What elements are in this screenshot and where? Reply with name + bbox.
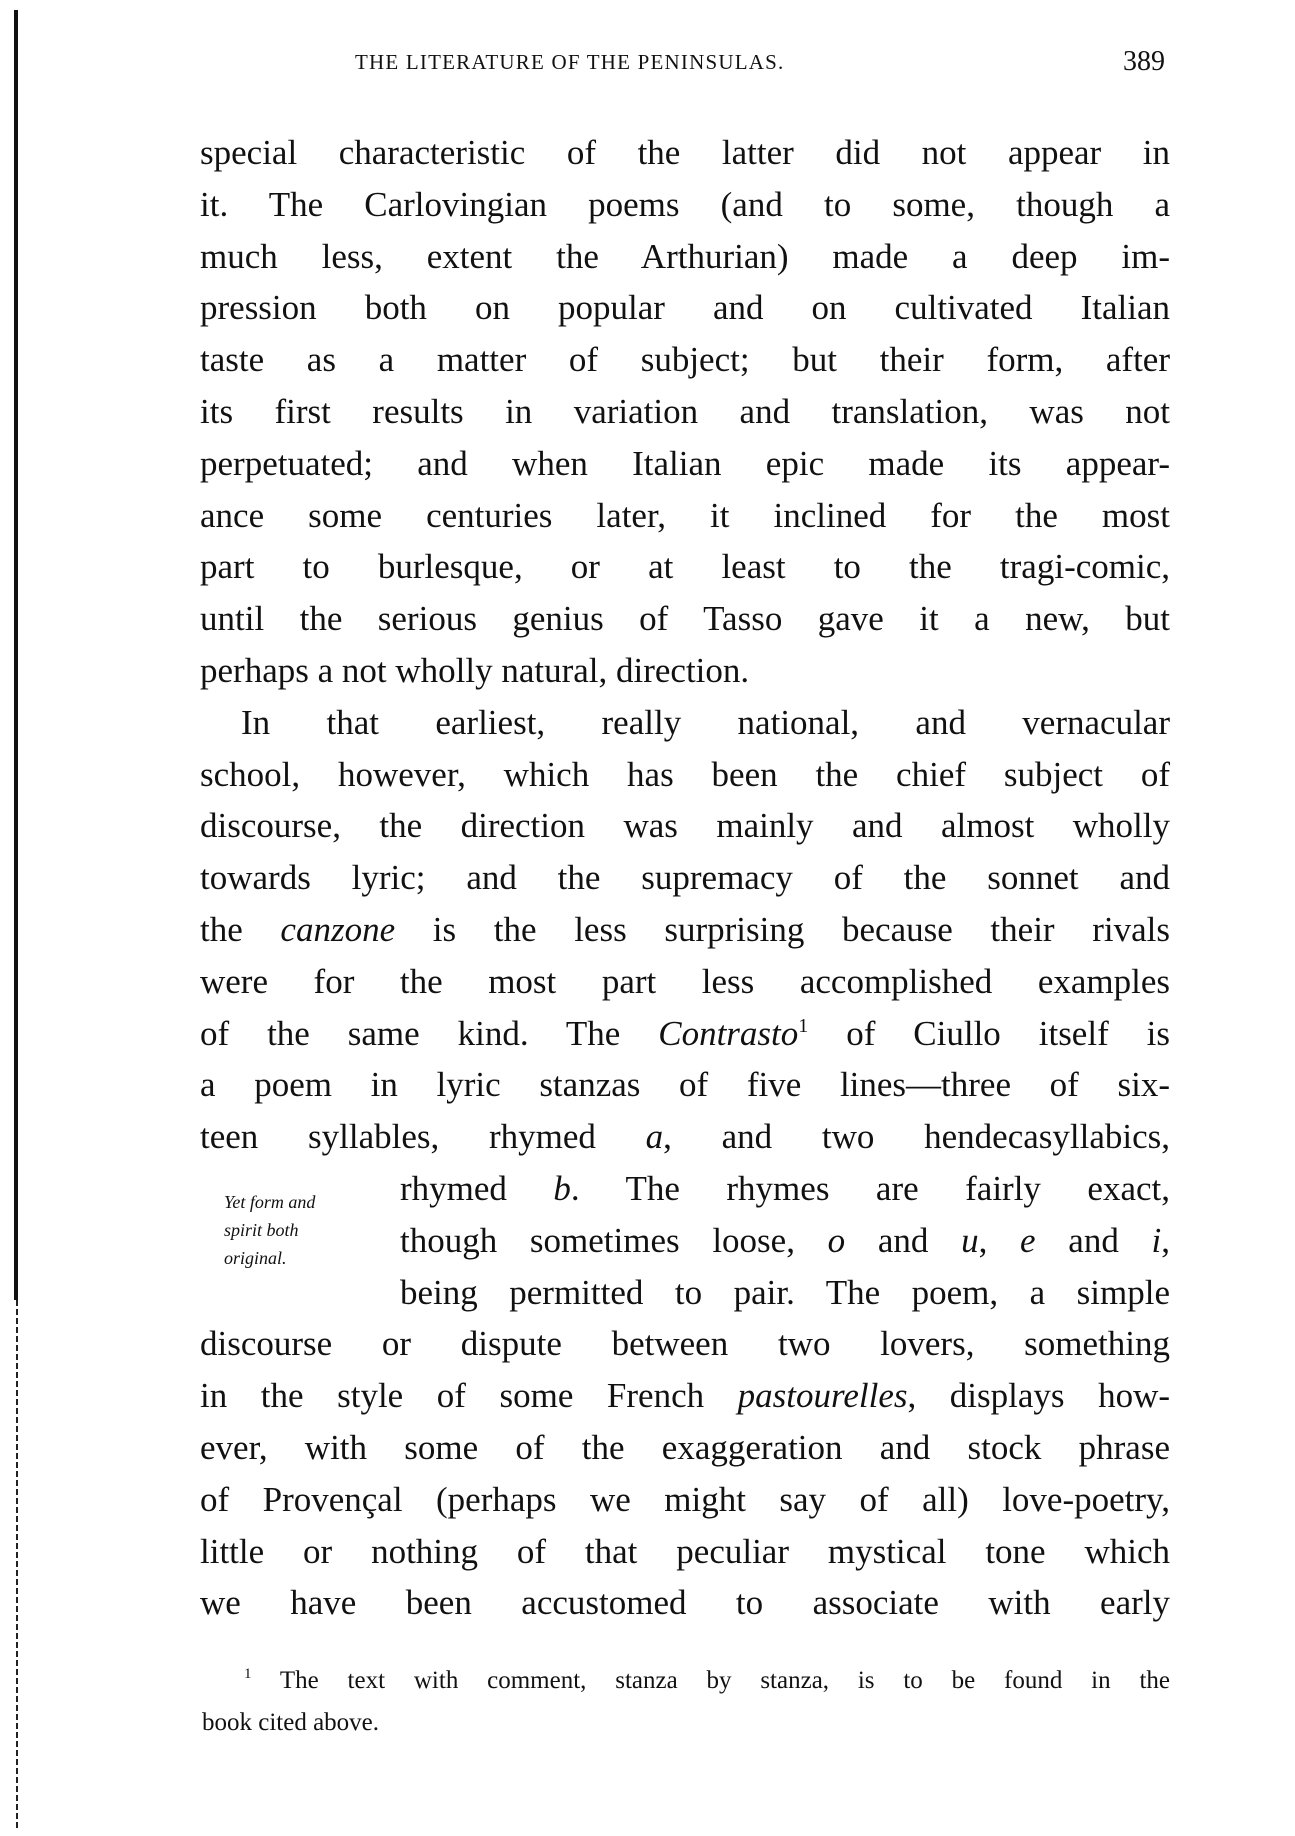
text-line: until the serious genius of Tasso gave it a new, but — [200, 599, 1170, 639]
text-run: teen syllables, rhymed — [200, 1117, 646, 1157]
italic-term: Contrasto — [658, 1013, 799, 1053]
footnote-reference[interactable]: 1 — [798, 1014, 809, 1037]
text-run: of Ciullo itself is — [808, 1013, 1170, 1053]
running-head-title: THE LITERATURE OF THE PENINSULAS. — [355, 50, 785, 74]
binding-edge-rule — [14, 10, 18, 1300]
text-run: is the less surprising because their rivals — [395, 909, 1170, 949]
text-line: little or nothing of that peculiar mystical tone which — [200, 1531, 1170, 1571]
text-line: much less, extent the Arthurian) made a deep im- — [200, 236, 1170, 276]
text-line: towards lyric; and the supremacy of the sonnet and — [200, 858, 1170, 898]
italic-term: a — [645, 1117, 664, 1157]
text-line: it. The Carlovingian poems (and to some, though a — [200, 184, 1170, 224]
text-line: were for the most part less accomplished examples — [200, 961, 1170, 1001]
text-line — [200, 1111, 1170, 1163]
text-line: of Provençal (perhaps we might say of all) love-poetry, — [200, 1479, 1170, 1519]
text-run: . The rhymes are fairly exact, — [570, 1168, 1170, 1208]
running-header — [355, 46, 1165, 84]
footnote-marker: 1 — [244, 1666, 252, 1682]
italic-term: u — [961, 1220, 979, 1260]
text-line: school, however, which has been the chief subject of — [200, 754, 1170, 794]
text-line: part to burlesque, or at least to the tragi-comic, — [200, 547, 1170, 587]
margin-note — [224, 1188, 384, 1272]
binding-edge-rule-lower — [16, 1300, 18, 1830]
italic-term: o — [827, 1220, 846, 1260]
footnote-text: The text with comment, stanza by stanza, is to be found in the — [279, 1667, 1170, 1694]
text-run: , — [978, 1220, 1021, 1260]
text-run: though sometimes loose, — [400, 1220, 828, 1260]
text-line — [200, 1008, 1170, 1060]
text-run: and — [845, 1220, 962, 1260]
margin-note-line: original. — [224, 1248, 287, 1268]
text-line: ance some centuries later, it inclined for the most — [200, 495, 1170, 535]
text-line — [200, 1370, 1170, 1422]
text-line — [400, 1163, 1170, 1215]
italic-term: b — [553, 1168, 571, 1208]
margin-note-line: Yet form and — [224, 1192, 316, 1212]
paragraph-start-line: In that earliest, really national, and vernacular — [241, 702, 1170, 742]
text-line: discourse, the direction was mainly and almost wholly — [200, 806, 1170, 846]
page-number: 389 — [1123, 46, 1165, 77]
footnote-line — [202, 1660, 1170, 1702]
italic-term: i — [1151, 1220, 1162, 1260]
text-line: being permitted to pair. The poem, a simple — [400, 1272, 1170, 1312]
text-run: of the same kind. The — [200, 1013, 659, 1053]
text-run: in the style of some French — [200, 1376, 738, 1416]
text-line: its first results in variation and translation, was not — [200, 391, 1170, 431]
paragraph-end-line: perhaps a not wholly natural, direction. — [200, 650, 750, 690]
text-run: , and two hendecasyllabics, — [663, 1117, 1170, 1157]
text-line: taste as a matter of subject; but their form, after — [200, 340, 1170, 380]
text-line: ever, with some of the exaggeration and stock phrase — [200, 1427, 1170, 1467]
text-line: a poem in lyric stanzas of five lines—three of six- — [200, 1065, 1170, 1105]
text-line — [200, 904, 1170, 956]
body-text — [200, 127, 1170, 1629]
text-line: we have been accustomed to associate with early — [200, 1583, 1170, 1623]
margin-note-line: spirit both — [224, 1220, 299, 1240]
text-line: discourse or dispute between two lovers, something — [200, 1324, 1170, 1364]
text-run: and — [1035, 1220, 1152, 1260]
italic-term: canzone — [280, 909, 396, 949]
text-run: , — [1161, 1220, 1171, 1260]
footnote-line: book cited above. — [202, 1709, 380, 1736]
text-line — [400, 1215, 1170, 1267]
text-line: special characteristic of the latter did not appear in — [200, 133, 1170, 172]
text-line: perpetuated; and when Italian epic made its appear- — [200, 443, 1170, 483]
footnote — [202, 1660, 1170, 1744]
text-run: the — [200, 909, 281, 949]
text-run: , displays how- — [907, 1376, 1171, 1416]
italic-term: pastourelles — [737, 1376, 908, 1416]
text-line: pression both on popular and on cultivated Italian — [200, 288, 1170, 328]
text-run: rhymed — [400, 1168, 554, 1208]
italic-term: e — [1020, 1220, 1036, 1260]
